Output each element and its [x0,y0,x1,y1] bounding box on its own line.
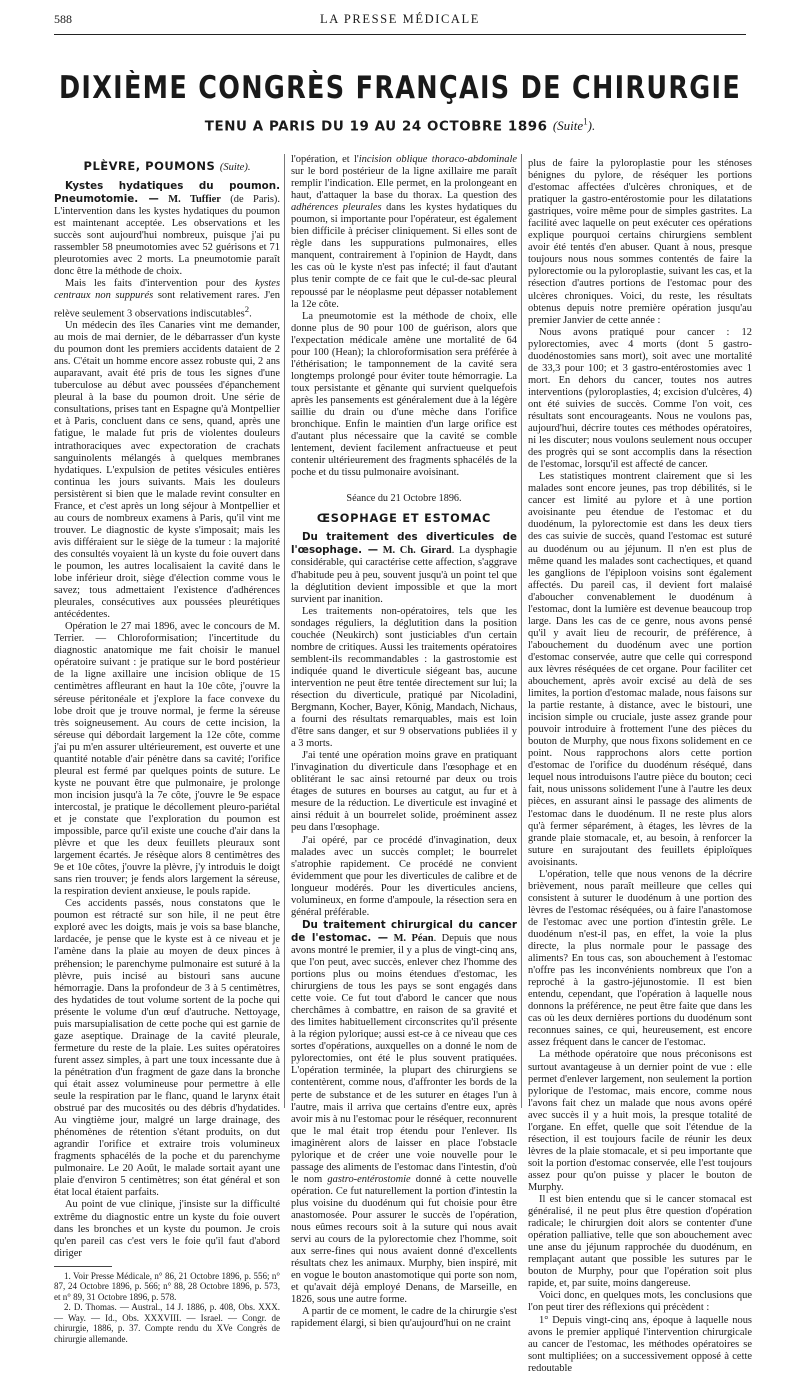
paragraph-runhead: Kystes hydatiques du poumon. Pneumotomie. — [54,180,280,206]
paragraph: Il est bien entendu que si le cancer stomacal est généralisé, il ne peut plus être question d'opération radicale; le chirurgien doit alors se contenter d'une opération palliative, telle que son abouchement avec une anse du jéjunum rapprochée du duodénum, en remplaçant autant que possible les sutures par le bouton de Murphy, pour que l'opération soit plus rapide, et, par suite, moins dangereuse. [528,1194,752,1290]
paragraph: Du traitement des diverticules de l'œsophage. — M. Ch. Girard. La dysphagie considérable, qui caractérise cette affection, s'aggrave d'habitude peu à peu, souvent jusqu'à un point tel que la déglutition devient impossible et que la mort survient par inanition. [291,531,517,605]
subtitle-text: TENU A PARIS DU 19 AU 24 OCTOBRE 1896 [204,119,548,135]
paragraph-runhead: Du traitement des diverticules de l'œsophage. — [291,531,517,557]
column-3 [528,158,752,1374]
paragraph: La pneumotomie est la méthode de choix, elle donne plus de 90 pour 100 de guérison, alors que l'expectation médicale amène une mortalité de 64 pour 100 (Hean); la chloroformisation sera préférée à l'éthérisation; le tamponnement de la cavité sera longtemps prolongé pour éviter toute hémorragie. La toux persistante et gênante qui survient quelquefois après les pansements est généralement due à la légère saillie du drain ou d'une mèche dans l'orifice bronchique. Enfin le maintien d'un large orifice est d'autant plus nécessaire que la cavité se comble lentement, devient facilement anfractueuse et peut contenir ultérieurement des fragments sphacélés de la poche et du tissu pulmonaire avoisinant. [291,310,517,479]
column-divider [521,154,522,1108]
paragraph: J'ai tenté une opération moins grave en pratiquant l'invagination du diverticule dans l'œsophage et en oblitérant le sac ainsi retourné par deux ou trois étages de sutures en bourses au catgut, au fur et à mesure de la réduction. Le diverticule est invaginé et ainsi réduit à un bourrelet solide, proéminent assez peu dans l'œsophage. [291,750,517,834]
footnote-ref-2: 2 [244,303,250,314]
section-title-plevre: PLÈVRE, POUMONS (Suite). [83,159,251,173]
paragraph: Mais les faits d'intervention pour des kystes centraux non suppurés sont relativement rares. J'en relève seulement 3 observations indiscutables$^2$. [54,278,280,319]
running-head [54,12,746,30]
paragraph: Voici donc, en quelques mots, les conclusions que l'on peut tirer des réflexions qui précèdent : [528,1290,752,1314]
paragraph: Les traitements non-opératoires, tels que les sondages réguliers, la déglutition dans la position couchée (Neukirch) sont justiciables d'un certain nombre de critiques. Aussi les traitements opératoires semblent-ils recommandables : la gastrostomie est indiquée quand le diverticule siégeant bas, aucune intervention ne peut être tentée directement sur lui; la résection du diverticule, pratiqué par Nicoladini, Bergmann, Kocher, Bayer, König, Mandach, Nichaus, a fourni des résultats remarquables, mais est loin d'être sans danger, et sur 9 observations publiées il y a 3 morts. [291,605,517,750]
session-date: Séance du 21 Octobre 1896. [346,493,462,505]
paragraph: La méthode opératoire que nous préconisons est surtout avantageuse à un dernier point de vue : elle permet d'enlever largement, non seulement la portion pylorique de l'estomac, mais encore, comme nous l'avons fait chez un malade que nous avons opéré avec succès il y a huit mois, la presque totalité de l'organe. En effet, quelle que soit l'étendue de la résection, il est toujours facile de réunir les deux lèvres de la plaie stomacale, et si peu importante que soit la portion d'estomac conservée, elle l'est toujours assez pour qu'on puisse y placer le bouton de Murphy. [528,1049,752,1193]
paragraph: Nous avons pratiqué pour cancer : 12 pylorectomies, avec 4 morts (dont 5 gastro-duodénostomies sans mort), soit avec une mortalité de 33,3 pour 100; et 3 gastro-entérostomies avec 1 mort. En dehors du cancer, toutes nos autres interventions (pyloroplasties, 4; excision d'ulcères, 4) ont été suivies de succès. Comme l'on voit, ces résultats sont encourageants. Nous ne voulons pas, aujourd'hui, décrire toutes ces méthodes opératoires, ni les discuter; nous voulons seulement nous occuper des progrès qui se sont accomplis dans la résection de l'estomac, lorsqu'il est affecté de cancer. [528,326,752,471]
paragraph: Kystes hydatiques du poumon. Pneumotomie. — M. Tuffier (de Paris). L'intervention dans les kystes hydatiques du poumon est maintenant acceptée. Les observations et les succès sont aujourd'hui nombreux, puisque j'ai pu rassembler 58 pneumotomies avec 52 guérisons et 71 pleurotomies avec 2 morts. La pneumotomie paraît donc être la méthode de choix. [54,180,281,278]
article-title: DIXIÈME CONGRÈS FRANÇAIS DE CHIRURGIE [58,70,742,107]
paragraph: Ces accidents passés, nous constatons que le poumon est rétracté sur son hile, il ne peut être exploré avec les doigts, mais je vois sa base blanche, lardacée, je pense que le kyste est à ce niveau et je l'amène dans la plaie au moyen de deux pinces à préhension; le parenchyme pulmonaire est suturé à la plèvre, puis incisé au bistouri sans aucune hémorragie. Dans la profondeur de 3 à 5 centimètres, des hydatides de tout volume sortent de la poche qui présente le volume d'un œuf d'autruche. Nettoyage, puis marsupialisation de cette poche qui est garnie de gaze aseptique. Drainage de la cavité pleurale, fermeture du reste de la plaie. Les suites opératoires furent assez simples, à part une toux incessante due à la pénétration d'un fragment de gaze dans la bronche qui était assez volumineuse pour permettre à elle seule la respiration par le flanc, quand le larynx était obstrué par des mucosités ou des débris d'hydatides. Au vingtième jour, malgré un large drainage, des phénomènes de rétention s'étant produits, on dut agrandir l'orifice et extraire trois volumineux fragments sphacélés de la poche et du parenchyme pulmonaire. Le 20 Août, le malade sortait ayant une plaie d'environ 5 centimètres; son état général et son état local étaient parfaits. [54,898,280,1199]
page-number: 588 [54,12,72,26]
column-2 [291,154,518,1330]
journal-title: LA PRESSE MÉDICALE [319,12,481,26]
section-title-oesophage: ŒSOPHAGE ET ESTOMAC [316,512,492,526]
footnote-ref-1: 1 [583,117,588,127]
paragraph: Les statistiques montrent clairement que si les malades sont encore jeunes, pas trop débilités, si le cancer est limité au pylore et à une portion avoisinante peu étendue de l'estomac et du duodénum, la pylorectomie est dans les deux tiers des cas suivie de succès, quand l'estomac est suturé au duodénum ou au jéjunum. Il n'en est plus de même quand les malades sont cachectiques, et quand les ganglions de l'épiploon voisins sont également affectés. Du pareil cas, il devient fort malaisé d'aboucher convenablement le duodénum à l'estomac, dont la lumière est devenue beaucoup trop large. Dans les cas de ce genre, nous avons pensé qu'il y avait lieu de recourir, de préférence, à l'abouchement du duodénum avec une portion d'estomac conservée, autre que celle qui correspond aux lèvres réséquées de cet organe. Pour faciliter cet abouchement, après avoir excisé au delà de ses limites, la portion d'estomac malade, nous faisons sur la partie restante, à distance, avec le bistouri, une incision simple ou cruciale, juste assez grande pour pouvoir introduire à frottement l'une des pièces du bouton de Murphy, que nous fixons solidement en ce point. Nous rapprochons alors cette portion d'estomac de l'orifice du duodénum réséqué, dans lequel nous introduisons l'autre pièce du bouton; ceci fait, nous unissons solidement l'une à l'autre les deux pièces, en assurant ainsi le passage des aliments de l'estomac dans le duodénum. Il ne reste plus alors qu'à fermer séparément, à étages, les lèvres de la grande plaie stomacale, et, au besoin, à renforcer la suture en surajoutant des feuillets épiploïques avoisinants. [528,471,752,868]
paragraph: L'opération, telle que nous venons de la décrire brièvement, nous paraît meilleure que celles qui consistent à suturer le duodénum à une portion des lèvres de l'estomac réséquées, ou à faire l'anastomose de l'estomac avec une portion d'intestin grêle. Le duodénum n'est-il pas, en effet, la voie la plus directe, la plus normale pour le passage des aliments? En tous cas, son abouchement à l'estomac n'offre pas les inconvénients nombreux que l'on a reproché à la gastro-jéjunostomie. Il est bien entendu, cependant, que l'opération à laquelle nous donnons la préférence, ne peut être faite que dans les cas où les deux dernières portions du duodénum sont reconnues saines, ce qui, heureusement, est encore assez fréquent dans le cancer de l'estomac. [528,868,752,1049]
speaker-name: M. Tuffier [168,194,221,206]
paragraph: l'opération, et l'incision oblique thoraco-abdominale sur le bord postérieur de la ligne axillaire me paraît remplir l'indication. Elle permet, en la prolongeant en haut, d'attaquer la base du thorax. La question des adhérences pleurales dans les kystes hydatiques du poumon, si importante pour l'opérateur, est également bien difficile à préciser cliniquement. Si elles sont de règle dans les suppurations pulmonaires, elles manquent, contrairement à l'opinion de Haydt, dans les cas où le kyste n'est pas infecté; il faut d'autant plus tenir compte de ce fait que le cul-de-sac pleural repoussé par le néoplasme peut dépasser notablement la 12e côte. [291,154,517,310]
column-divider [284,154,285,1108]
column-1 [54,158,281,1344]
footnote: 1. Voir Presse Médicale, n° 86, 21 Octobre 1896, p. 556; n° 87, 24 Octobre 1896, p. 566; n° 88, 28 Octobre 1896, p. 573, et n° 89, 31 Octobre 1896, p. 578. [54,1270,280,1302]
paragraph: A partir de ce moment, le cadre de la chirurgie s'est rapidement élargi, si bien qu'aujourd'hui on ne craint [291,1306,517,1330]
footnotes [54,1271,280,1345]
footnote-rule [54,1266,112,1267]
footnote: 2. D. Thomas. — Austral., 14 J. 1886, p. 408, Obs. XXX. — Way. — Id., Obs. XXXVIII. — Israel. — Congr. de chirurgie, 1886, p. 37. Compte rendu du XVe Congrès de chirurgie allemande. [54,1302,280,1344]
paragraph-runhead: Du traitement chirurgical du cancer de l'estomac. — [291,918,517,944]
speaker-name: M. Ch. Girard [382,545,452,557]
paragraph: Au point de vue clinique, j'insiste sur la difficulté extrême du diagnostic entre un kyste du foie ouvert dans les bronches et un kyste du poumon. Je crois qu'en pareil cas c'est vers le foie qu'il faut d'abord diriger [54,1199,280,1259]
subtitle-suite: (Suite$^1$). [552,117,596,134]
speaker-name: M. Péan [393,932,434,944]
paragraph: Du traitement chirurgical du cancer de l'estomac. — M. Péan. Depuis que nous avons montré le premier, il y a plus de vingt-cinq ans, que l'on peut, avec succès, enlever chez l'homme des portions plus ou moins étendues d'estomac, les chirurgiens de tous les pays se sont engagés dans cette voie. Ce fut tout d'abord le cancer que nous cherchâmes à combattre, en raison de sa gravité et des limites habituellement circonscrites qu'il présente à la région pylorique; aussi est-ce à ce niveau que ces sortes d'opérations, auxquelles on a donné le nom de pylorectomies, ont été le plus souvent pratiquées. L'opération terminée, la plupart des chirurgiens se contentèrent, comme nous, d'affronter les bords de la perte de substance et de les suturer en étages l'un à l'autre, mais il arriva que certains d'entre eux, après avoir mis à nu l'estomac pour le réséquer, reconnurent que le mal était trop étendu pour l'enlever. Ils imaginèrent alors de laisser en place l'obstacle pylorique et de créer une voie nouvelle pour le passage des aliments de l'estomac dans l'intestin, d'où le nom gastro-entérostomie donné à cette nouvelle opération. Ce fut naturellement la portion d'intestin la plus voisine du duodénum qui fut choisie pour être anastomosée. Pour assurer le succès de l'opération, nous eûmes recours soit à la suture qui nous avait servi au cours de la pylorectomie chez l'homme, soit aux serre-fines qui nous avaient donné d'excellents résultats chez les animaux. Murphy, bien inspiré, mit en vogue le bouton anastomotique qui porte son nom, et qu'avait déjà employé Denans, de Marseille, en 1826, sous une autre forme. [291,918,518,1306]
paragraph: J'ai opéré, par ce procédé d'invagination, deux malades avec un succès complet; le bourrelet s'atrophie rapidement. Ce procédé ne convient évidemment que pour les diverticules de calibre et de longueur modérés. Pour les diverticules anciens, volumineux, en forme d'ampoule, la résection sera en général préférable. [291,834,517,918]
article-subtitle [0,117,800,134]
paragraph: plus de faire la pyloroplastie pour les sténoses bénignes du pylore, de réséquer les portions d'estomac affectées d'ulcères chroniques, et de pratiquer la gastro-entérostomie pour les dilatations gastriques, voire même pour de simples gastrites. La facilité avec laquelle on peut exécuter ces opérations explique pourquoi certains chirurgiens semblent avoir été tentés d'en abuser. Quant à nous, presque toujours nous nous sommes contentés de faire la pylorectomie ou la pyloroplastie, suivant les cas, et la résection d'autres portions de l'estomac pour des ulcères chroniques. Voici, du reste, les résultats obtenus depuis notre première opération jusqu'au premier Janvier de cette année : [528,158,752,326]
paragraph: Opération le 27 mai 1896, avec le concours de M. Terrier. — Chloroformisation; l'incertitude du diagnostic anatomique me fait choisir le manuel opératoire suivant : je pratique sur le bord postérieur de la ligne axillaire une incision oblique de 15 centimètres affleurant en haut la 10e côte, j'ouvre la séreuse péritonéale et j'explore la face convexe du lobe droit que je trouve normal, je ferme la séreuse très soigneusement. Au cours de cette incision, la séreuse qui débordait largement la 12e côte, comme j'ai pu m'en assurer ultérieurement, est ouverte et une quantité notable d'air pénètre dans sa cavité; l'orifice pleural est fermé par quelques points de suture. Le kyste ne pouvant être que pulmonaire, je prolonge mon incision jusqu'à la 7e côte, j'ouvre le 9e espace intercostal, je pratique le décollement pleuro-pariétal et je constate que l'exploration du poumon est impossible, parce qu'il existe une couche d'air dans la plèvre et que les deux feuillets pleuraux sont largement écartés. Je résèque alors 8 centimètres des 9e et 10e côtes, j'ouvre la plèvre, j'y introduis le doigt sans rien trouver; je fends alors largement la séreuse, la respiration devient anxieuse, le pouls rapide. [54,621,280,898]
paragraph: Un médecin des îles Canaries vint me demander, au mois de mai dernier, de le débarrasser d'un kyste du poumon dont les premiers accidents dataient de 2 ans. C'était un homme encore assez robuste qui, 2 ans auparavant, avait été pris de tous les signes d'une tuberculose au début avec poussées d'épanchement pleural à la base du poumon droit. Une série de consultations, prises tant en Espagne qu'à Montpellier et à Paris, concluent dans ce sens, quand, après une fatigue, le malade fut pris de violentes douleurs intrathoraciques avec expectoration de crachats sanguinolents mélangés à quelques membranes hydatiques. L'expulsion de petites vésicules entières continua les jours suivants. Mais les douleurs persistèrent si bien que le malade revint consulter en France, et c'est après un long séjour à Montpellier et au cours de nombreux examens à Paris, qu'il vint me trouver. Le diagnostic de kyste s'imposait; mais les avis différaient sur le siège de la tumeur : la majorité des consultés voyaient là un kyste du foie ouvert dans le poumon, les autres localisaient la cavité dans le lobe inférieur droit, siège d'élection comme vous le savez; tous admettaient l'existence d'adhérences pleurales, consécutives aux poussées pleurétiques antécédentes. [54,320,280,621]
header-rule [54,34,746,35]
paragraph: 1° Depuis vingt-cinq ans, époque à laquelle nous avons le premier appliqué l'intervention chirurgicale au cancer de l'estomac, les méthodes opératoires se sont multipliées; on a successivement opposé à cette redoutable [528,1314,752,1374]
